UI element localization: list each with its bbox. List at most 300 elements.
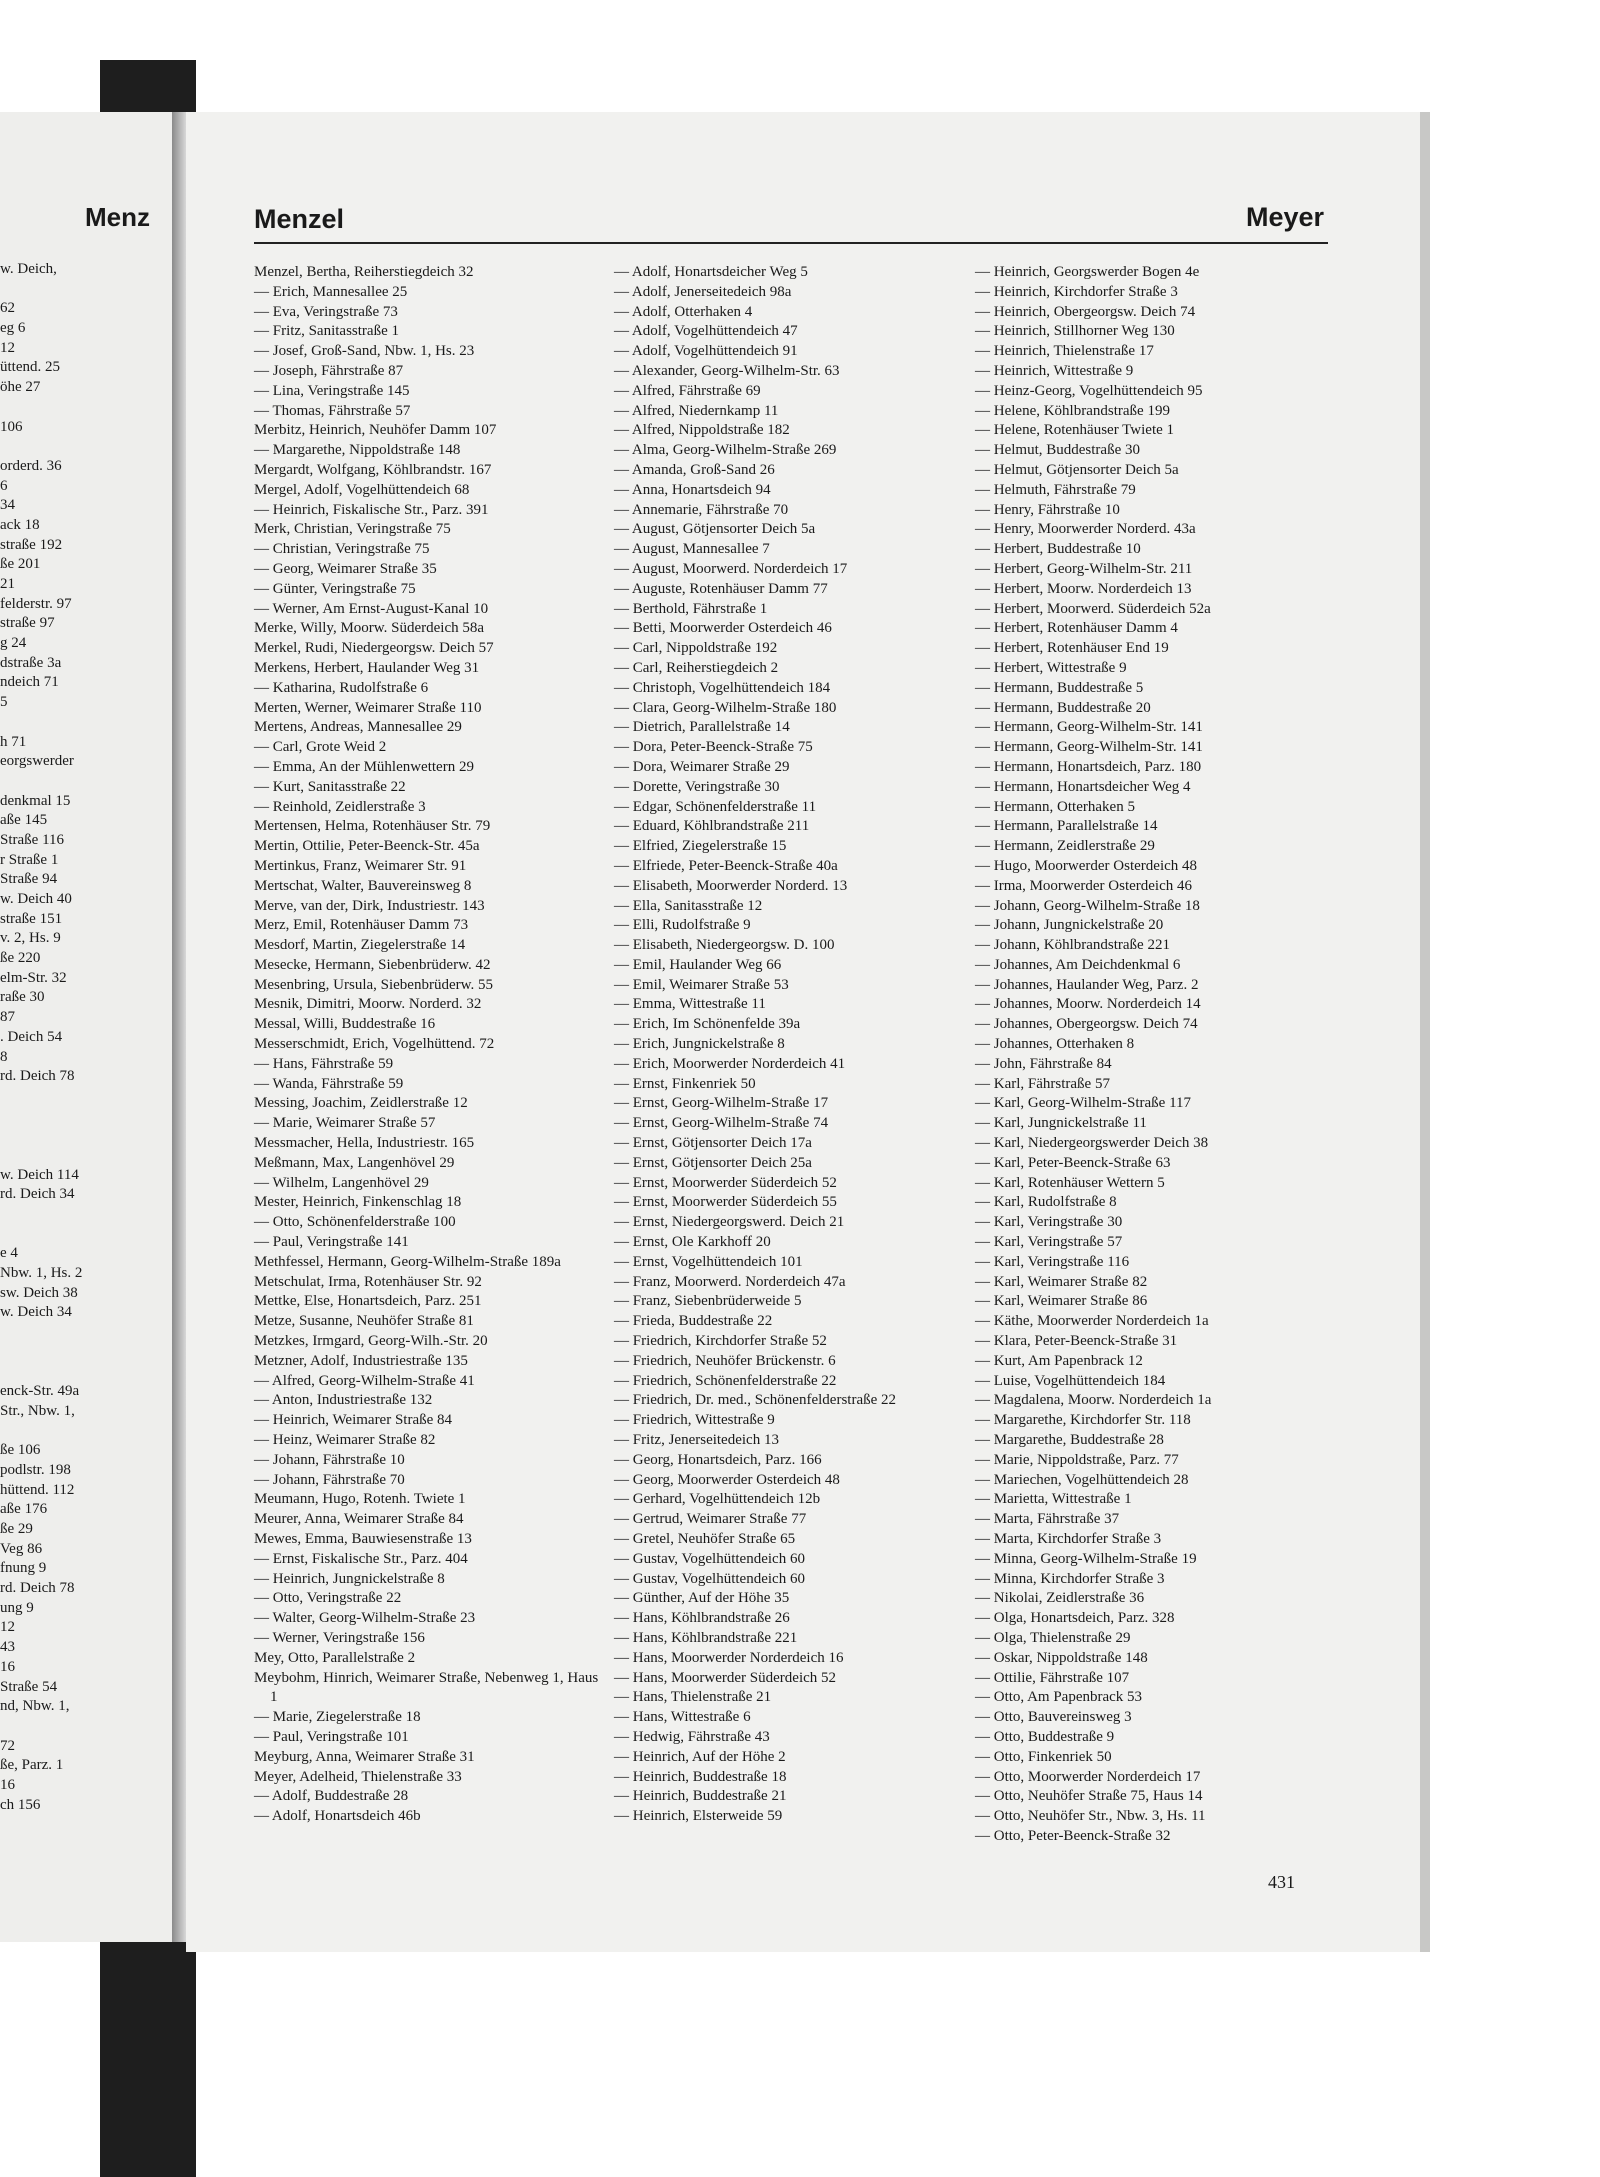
directory-entry: Mergel, Adolf, Vogelhüttendeich 68: [254, 481, 470, 498]
directory-entry: Messing, Joachim, Zeidlerstraße 12: [254, 1095, 468, 1112]
directory-entry: — Karl, Veringstraße 116: [975, 1253, 1130, 1270]
directory-entry: — Heinrich, Wittestraße 9: [975, 362, 1134, 379]
entry-column-3: [975, 263, 1320, 1847]
directory-entry: — Adolf, Vogelhüttendeich 47: [614, 323, 798, 340]
directory-entry: — Adolf, Honartsdeich 46b: [254, 1808, 421, 1825]
directory-entry: — Friedrich, Neuhöfer Brückenstr. 6: [614, 1352, 836, 1369]
directory-entry: — Henry, Moorwerder Norderd. 43a: [975, 521, 1196, 538]
directory-entry: Meurer, Anna, Weimarer Straße 84: [254, 1511, 464, 1528]
directory-entry: — Alfred, Nippoldstraße 182: [614, 422, 790, 439]
directory-entry: — Marta, Kirchdorfer Straße 3: [975, 1531, 1162, 1547]
directory-entry: — Friedrich, Schönenfelderstraße 22: [614, 1372, 837, 1389]
directory-entry: Meybohm, Hinrich, Weimarer Straße, Nebenweg 1, Haus 1: [254, 1669, 599, 1706]
book-spine-bottom: [100, 1935, 196, 2177]
directory-entry: — Elfriede, Peter-Beenck-Straße 40a: [614, 857, 838, 874]
directory-entry: — Hans, Fährstraße 59: [254, 1055, 394, 1072]
left-page-line: [0, 1126, 172, 1146]
directory-page: [186, 112, 1430, 1952]
directory-entry: Meßmann, Max, Langenhövel 29: [254, 1154, 455, 1171]
directory-entry: — Ernst, Georg-Wilhelm-Straße 74: [614, 1115, 829, 1132]
directory-entry: — Alma, Georg-Wilhelm-Straße 269: [614, 442, 837, 459]
left-page-line: [0, 1422, 172, 1442]
directory-entry: Merkens, Herbert, Haulander Weg 31: [254, 659, 480, 676]
directory-entry: — Lina, Veringstraße 145: [254, 382, 410, 399]
left-page-line: 8: [0, 1048, 8, 1065]
directory-entry: — Erich, Im Schönenfelde 39a: [614, 1016, 801, 1033]
directory-entry: — Erich, Mannesallee 25: [254, 283, 408, 300]
left-page-line: sw. Deich 38: [0, 1284, 78, 1301]
left-page-line: orderd. 36: [0, 457, 62, 474]
directory-entry: — Magdalena, Moorw. Norderdeich 1a: [975, 1392, 1212, 1409]
directory-entry: Mertens, Andreas, Mannesallee 29: [254, 719, 462, 736]
directory-entry: — Erich, Jungnickelstraße 8: [614, 1036, 785, 1053]
directory-entry: — Karl, Weimarer Straße 82: [975, 1273, 1148, 1290]
left-page-line: [0, 1146, 172, 1166]
left-page-line: ße, Parz. 1: [0, 1757, 64, 1774]
directory-entry: — Gretel, Neuhöfer Straße 65: [614, 1531, 796, 1547]
directory-entry: — Hedwig, Fährstraße 43: [614, 1728, 770, 1745]
entry-column-1: [254, 263, 599, 1827]
left-page-line: fnung 9: [0, 1560, 47, 1577]
directory-entry: Mey, Otto, Parallelstraße 2: [254, 1649, 416, 1666]
directory-entry: — Alfred, Niedernkamp 11: [614, 402, 779, 419]
directory-entry: — Johannes, Moorw. Norderdeich 14: [975, 996, 1201, 1013]
directory-entry: — Adolf, Jenerseitedeich 98a: [614, 283, 792, 300]
directory-entry: — Adolf, Vogelhüttendeich 91: [614, 343, 798, 360]
left-page-line: aße 145: [0, 812, 48, 829]
directory-entry: — Anna, Honartsdeich 94: [614, 481, 771, 498]
directory-entry: — John, Fährstraße 84: [975, 1055, 1112, 1072]
directory-entry: Mettke, Else, Honartsdeich, Parz. 251: [254, 1293, 482, 1310]
directory-entry: — Gerhard, Vogelhüttendeich 12b: [614, 1491, 821, 1508]
directory-entry: — Elli, Rudolfstraße 9: [614, 917, 751, 934]
directory-entry: — Emil, Haulander Weg 66: [614, 956, 782, 973]
directory-entry: — Marta, Fährstraße 37: [975, 1511, 1120, 1528]
left-page-line: ndeich 71: [0, 674, 59, 691]
left-page-line: 12: [0, 1619, 15, 1636]
left-page-line: 106: [0, 418, 23, 435]
directory-entry: — Kurt, Am Papenbrack 12: [975, 1352, 1143, 1369]
directory-entry: Merk, Christian, Veringstraße 75: [254, 521, 451, 538]
left-page-line: h 71: [0, 733, 27, 750]
directory-entry: — Heinrich, Georgswerder Bogen 4e: [975, 264, 1200, 280]
directory-entry: — Heinrich, Thielenstraße 17: [975, 343, 1154, 360]
directory-entry: — Otto, Neuhöfer Str., Nbw. 3, Hs. 11: [975, 1808, 1206, 1825]
left-page-line: rd. Deich 78: [0, 1068, 75, 1085]
directory-entry: — Hermann, Honartsdeicher Weg 4: [975, 778, 1191, 795]
directory-entry: — Friedrich, Dr. med., Schönenfelderstraße 22: [614, 1392, 897, 1409]
directory-entry: — Paul, Veringstraße 101: [254, 1728, 409, 1745]
directory-entry: — Clara, Georg-Wilhelm-Straße 180: [614, 699, 837, 716]
directory-entry: — Heinrich, Auf der Höhe 2: [614, 1748, 786, 1765]
left-page-line: [0, 280, 172, 300]
directory-entry: — Otto, Peter-Beenck-Straße 32: [975, 1827, 1171, 1844]
directory-entry: Meyburg, Anna, Weimarer Straße 31: [254, 1748, 475, 1765]
directory-entry: — Dora, Weimarer Straße 29: [614, 758, 790, 775]
left-page-line: podlstr. 198: [0, 1461, 71, 1478]
directory-entry: — Margarethe, Kirchdorfer Str. 118: [975, 1412, 1191, 1429]
directory-entry: — August, Götjensorter Deich 5a: [614, 521, 816, 538]
page-number: 431: [1268, 1872, 1295, 1892]
left-page-line: 5: [0, 694, 8, 711]
directory-entry: — August, Moorwerd. Norderdeich 17: [614, 560, 848, 577]
left-page-header: Menz: [85, 202, 150, 232]
directory-entry: — Mariechen, Vogelhüttendeich 28: [975, 1471, 1189, 1488]
left-page-fragment: [0, 112, 175, 1942]
directory-entry: — Ernst, Götjensorter Deich 25a: [614, 1154, 812, 1171]
left-page-line: nd, Nbw. 1,: [0, 1698, 70, 1715]
left-page-line: 87: [0, 1009, 15, 1026]
directory-entry: — Walter, Georg-Wilhelm-Straße 23: [254, 1610, 476, 1627]
directory-entry: — Helmut, Buddestraße 30: [975, 442, 1140, 459]
left-page-line: ße 29: [0, 1521, 33, 1537]
directory-entry: — Fritz, Sanitasstraße 1: [254, 323, 399, 340]
left-page-line: straße 192: [0, 536, 63, 553]
left-page-line: ße 220: [0, 950, 41, 967]
left-page-line: eg 6: [0, 320, 26, 337]
left-page-line: w. Deich 40: [0, 891, 72, 907]
left-page-line: 21: [0, 576, 15, 592]
directory-entry: — Herbert, Georg-Wilhelm-Str. 211: [975, 560, 1193, 577]
left-page-line: öhe 27: [0, 379, 41, 396]
directory-entry: — Herbert, Rotenhäuser Damm 4: [975, 620, 1178, 637]
directory-entry: Mesenbring, Ursula, Siebenbrüderw. 55: [254, 976, 493, 993]
directory-entry: Mertin, Ottilie, Peter-Beenck-Str. 45a: [254, 838, 480, 855]
directory-entry: — Adolf, Otterhaken 4: [614, 303, 753, 320]
directory-entry: Mergardt, Wolfgang, Köhlbrandstr. 167: [254, 461, 492, 478]
directory-entry: Messerschmidt, Erich, Vogelhüttend. 72: [254, 1036, 495, 1053]
left-page-line: hüttend. 112: [0, 1481, 75, 1498]
directory-entry: — Herbert, Rotenhäuser End 19: [975, 640, 1169, 657]
directory-entry: — Ernst, Ole Karkhoff 20: [614, 1234, 771, 1251]
directory-entry: — Johann, Jungnickelstraße 20: [975, 917, 1164, 934]
left-page-line: ße 106: [0, 1442, 41, 1459]
directory-entry: Mesecke, Hermann, Siebenbrüderw. 42: [254, 956, 491, 973]
directory-entry: — Otto, Neuhöfer Straße 75, Haus 14: [975, 1788, 1203, 1805]
directory-entry: — Elfried, Ziegelerstraße 15: [614, 838, 787, 855]
directory-entry: — Friedrich, Kirchdorfer Straße 52: [614, 1333, 827, 1350]
directory-entry: Merbitz, Heinrich, Neuhöfer Damm 107: [254, 422, 497, 439]
directory-entry: — Franz, Moorwerd. Norderdeich 47a: [614, 1273, 846, 1290]
left-page-line: [0, 1107, 172, 1127]
left-page-line: rd. Deich 78: [0, 1580, 75, 1597]
directory-entry: — Herbert, Moorw. Norderdeich 13: [975, 580, 1192, 597]
left-page-line: straße 151: [0, 910, 63, 927]
left-page-line: e 4: [0, 1245, 18, 1262]
left-page-line: üttend. 25: [0, 359, 60, 376]
directory-entry: — Carl, Nippoldstraße 192: [614, 640, 778, 657]
directory-entry: — Otto, Schönenfelderstraße 100: [254, 1214, 456, 1231]
directory-entry: — Georg, Weimarer Straße 35: [254, 560, 437, 577]
left-page-line: raße 30: [0, 989, 45, 1006]
directory-entry: — Heinrich, Weimarer Straße 84: [254, 1412, 453, 1429]
left-page-line: aße 176: [0, 1501, 48, 1518]
directory-entry: — Ernst, Finkenriek 50: [614, 1075, 756, 1092]
directory-entry: — Elisabeth, Moorwerder Norderd. 13: [614, 877, 848, 894]
directory-entry: — Karl, Peter-Beenck-Straße 63: [975, 1154, 1171, 1171]
directory-entry: — Dietrich, Parallelstraße 14: [614, 719, 790, 736]
left-page-line: [0, 1363, 172, 1383]
directory-entry: — Luise, Vogelhüttendeich 184: [975, 1372, 1166, 1389]
left-page-line: Veg 86: [0, 1540, 43, 1557]
directory-entry: — Hermann, Georg-Wilhelm-Str. 141: [975, 719, 1203, 736]
book-gutter: [172, 112, 186, 1942]
left-page-line: ack 18: [0, 516, 40, 533]
directory-entry: Merten, Werner, Weimarer Straße 110: [254, 699, 482, 716]
left-page-line: v. 2, Hs. 9: [0, 930, 61, 947]
directory-entry: — Eva, Veringstraße 73: [254, 303, 398, 320]
left-page-line: elm-Str. 32: [0, 969, 67, 986]
directory-entry: — Marietta, Wittestraße 1: [975, 1491, 1132, 1508]
directory-entry: — Alexander, Georg-Wilhelm-Str. 63: [614, 362, 840, 379]
directory-entry: — Minna, Kirchdorfer Straße 3: [975, 1570, 1165, 1587]
left-page-line: w. Deich 114: [0, 1166, 79, 1183]
directory-entry: Mertensen, Helma, Rotenhäuser Str. 79: [254, 818, 491, 835]
directory-entry: — Friedrich, Wittestraße 9: [614, 1412, 775, 1429]
directory-entry: — Marie, Nippoldstraße, Parz. 77: [975, 1451, 1179, 1468]
directory-entry: — Günter, Veringstraße 75: [254, 580, 416, 597]
directory-entry: — Gustav, Vogelhüttendeich 60: [614, 1550, 805, 1567]
directory-entry: Metzkes, Irmgard, Georg-Wilh.-Str. 20: [254, 1333, 488, 1350]
directory-entry: — Hermann, Zeidlerstraße 29: [975, 838, 1155, 855]
directory-entry: — Hermann, Buddestraße 20: [975, 699, 1151, 716]
directory-entry: — Hans, Moorwerder Süderdeich 52: [614, 1669, 837, 1686]
left-page-line: straße 97: [0, 615, 55, 632]
directory-entry: — Marie, Weimarer Straße 57: [254, 1115, 436, 1132]
left-page-line: [0, 1323, 172, 1343]
directory-entry: — Paul, Veringstraße 141: [254, 1234, 409, 1251]
directory-entry: — Käthe, Moorwerder Norderdeich 1a: [975, 1313, 1209, 1330]
left-page-lines: [0, 260, 172, 1815]
left-page-line: [0, 437, 172, 457]
directory-entry: Methfessel, Hermann, Georg-Wilhelm-Straße 189a: [254, 1253, 561, 1270]
directory-entry: — Ernst, Moorwerder Süderdeich 52: [614, 1174, 837, 1191]
directory-entry: — Karl, Rudolfstraße 8: [975, 1194, 1117, 1211]
directory-entry: — Margarethe, Nippoldstraße 148: [254, 442, 461, 459]
directory-entry: — Johannes, Am Deichdenkmal 6: [975, 956, 1181, 973]
directory-entry: — Hermann, Parallelstraße 14: [975, 818, 1158, 835]
directory-entry: — Ernst, Moorwerder Süderdeich 55: [614, 1194, 837, 1211]
directory-entry: — Amanda, Groß-Sand 26: [614, 461, 775, 478]
directory-entry: — Hermann, Buddestraße 5: [975, 679, 1144, 696]
left-page-line: ße 201: [0, 556, 41, 573]
directory-entry: Mewes, Emma, Bauwiesenstraße 13: [254, 1531, 472, 1547]
left-page-line: Straße 94: [0, 871, 58, 888]
left-page-line: Straße 116: [0, 831, 65, 848]
directory-entry: — Edgar, Schönenfelderstraße 11: [614, 798, 817, 815]
left-page-line: w. Deich 34: [0, 1304, 72, 1321]
directory-entry: — Ottilie, Fährstraße 107: [975, 1669, 1130, 1686]
directory-entry: Merve, van der, Dirk, Industriestr. 143: [254, 897, 485, 914]
directory-entry: — Hermann, Georg-Wilhelm-Str. 141: [975, 739, 1203, 756]
directory-entry: — Otto, Veringstraße 22: [254, 1590, 402, 1607]
directory-entry: — Otto, Moorwerder Norderdeich 17: [975, 1768, 1201, 1785]
directory-entry: — August, Mannesallee 7: [614, 541, 770, 558]
left-page-line: felderstr. 97: [0, 595, 72, 612]
left-page-line: ch 156: [0, 1796, 41, 1813]
directory-entry: — Erich, Moorwerder Norderdeich 41: [614, 1055, 846, 1072]
directory-entry: — Heinrich, Buddestraße 21: [614, 1788, 787, 1805]
directory-entry: — Wilhelm, Langenhövel 29: [254, 1174, 429, 1191]
directory-entry: — Kurt, Sanitasstraße 22: [254, 778, 406, 795]
header-first-name: Menzel: [254, 204, 345, 234]
directory-entry: — Anton, Industriestraße 132: [254, 1392, 433, 1409]
directory-entry: Mester, Heinrich, Finkenschlag 18: [254, 1194, 462, 1211]
left-page-line: ung 9: [0, 1599, 34, 1616]
directory-entry: — Heinz-Georg, Vogelhüttendeich 95: [975, 382, 1203, 399]
directory-entry: — Heinrich, Stillhorner Weg 130: [975, 323, 1175, 340]
directory-entry: Metzner, Adolf, Industriestraße 135: [254, 1352, 468, 1369]
directory-entry: — Fritz, Jenerseitedeich 13: [614, 1432, 779, 1449]
left-page-line: 34: [0, 497, 15, 514]
directory-entry: — Gertrud, Weimarer Straße 77: [614, 1511, 807, 1528]
directory-entry: — Hans, Moorwerder Norderdeich 16: [614, 1649, 844, 1666]
directory-entry: — Karl, Fährstraße 57: [975, 1075, 1110, 1092]
directory-entry: — Irma, Moorwerder Osterdeich 46: [975, 877, 1193, 894]
directory-entry: — Christian, Veringstraße 75: [254, 541, 430, 558]
directory-entry: — Elisabeth, Niedergeorgsw. D. 100: [614, 937, 835, 954]
directory-entry: Mertschat, Walter, Bauvereinsweg 8: [254, 877, 472, 894]
directory-entry: — Wanda, Fährstraße 59: [254, 1075, 404, 1092]
entry-column-2: [614, 263, 959, 1827]
directory-entry: Meumann, Hugo, Rotenh. Twiete 1: [254, 1491, 466, 1508]
directory-entry: — Johann, Fährstraße 10: [254, 1451, 405, 1468]
directory-entry: — Eduard, Köhlbrandstraße 211: [614, 818, 810, 835]
left-page-line: enck-Str. 49a: [0, 1383, 80, 1400]
directory-entry: — Ella, Sanitasstraße 12: [614, 897, 763, 914]
left-page-line: [0, 398, 172, 418]
left-page-line: 16: [0, 1776, 15, 1793]
directory-entry: — Karl, Jungnickelstraße 11: [975, 1115, 1147, 1132]
directory-entry: — Josef, Groß-Sand, Nbw. 1, Hs. 23: [254, 343, 475, 360]
left-page-line: 6: [0, 477, 8, 494]
directory-entry: Mertinkus, Franz, Weimarer Str. 91: [254, 857, 467, 874]
directory-entry: — Herbert, Moorwerd. Süderdeich 52a: [975, 600, 1211, 617]
left-page-line: Str., Nbw. 1,: [0, 1402, 75, 1419]
directory-entry: — Betti, Moorwerder Osterdeich 46: [614, 620, 832, 637]
directory-entry: — Heinrich, Buddestraße 18: [614, 1768, 787, 1785]
directory-entry: — Werner, Am Ernst-August-Kanal 10: [254, 600, 489, 617]
left-page-line: Straße 54: [0, 1678, 58, 1695]
directory-entry: Meyer, Adelheid, Thielenstraße 33: [254, 1768, 462, 1785]
directory-entry: — Joseph, Fährstraße 87: [254, 362, 404, 379]
directory-entry: — Karl, Veringstraße 57: [975, 1234, 1123, 1251]
directory-entry: — Alfred, Fährstraße 69: [614, 382, 761, 399]
header-rule: [254, 242, 1328, 244]
directory-entry: — Ernst, Götjensorter Deich 17a: [614, 1135, 812, 1152]
directory-entry: Messmacher, Hella, Industriestr. 165: [254, 1135, 475, 1152]
left-page-line: [0, 772, 172, 792]
directory-entry: — Thomas, Fährstraße 57: [254, 402, 411, 419]
left-page-line: [0, 713, 172, 733]
left-page-line: 43: [0, 1639, 15, 1656]
header-last-name: Meyer: [1245, 202, 1324, 232]
directory-entry: — Dorette, Veringstraße 30: [614, 778, 780, 795]
directory-entry: — Karl, Veringstraße 30: [975, 1214, 1123, 1231]
directory-entry: — Heinrich, Elsterweide 59: [614, 1808, 783, 1825]
directory-entry: Mesnik, Dimitri, Moorw. Norderd. 32: [254, 996, 482, 1013]
directory-entry: — Ernst, Georg-Wilhelm-Straße 17: [614, 1095, 829, 1112]
directory-entry: — Karl, Georg-Wilhelm-Straße 117: [975, 1095, 1192, 1112]
directory-entry: — Hans, Köhlbrandstraße 221: [614, 1629, 798, 1646]
directory-entry: — Dora, Peter-Beenck-Straße 75: [614, 739, 813, 756]
directory-entry: Menzel, Bertha, Reiherstiegdeich 32: [254, 264, 474, 280]
directory-entry: — Franz, Siebenbrüderweide 5: [614, 1293, 802, 1310]
directory-entry: — Carl, Reiherstiegdeich 2: [614, 659, 779, 676]
directory-entry: — Karl, Niedergeorgswerder Deich 38: [975, 1135, 1209, 1152]
left-page-line: [0, 1087, 172, 1107]
directory-entry: Mesdorf, Martin, Ziegelerstraße 14: [254, 937, 466, 954]
directory-entry: — Henry, Fährstraße 10: [975, 501, 1120, 518]
left-page-line: . Deich 54: [0, 1028, 63, 1045]
directory-entry: — Hans, Thielenstraße 21: [614, 1689, 772, 1706]
directory-entry: — Heinz, Weimarer Straße 82: [254, 1432, 436, 1449]
directory-entry: — Olga, Thielenstraße 29: [975, 1629, 1131, 1646]
directory-entry: — Johann, Georg-Wilhelm-Straße 18: [975, 897, 1200, 914]
directory-entry: — Ernst, Niedergeorgswerd. Deich 21: [614, 1214, 845, 1231]
directory-entry: — Heinrich, Fiskalische Str., Parz. 391: [254, 501, 489, 518]
directory-entry: — Werner, Veringstraße 156: [254, 1629, 425, 1646]
directory-entry: — Nikolai, Zeidlerstraße 36: [975, 1590, 1145, 1607]
directory-entry: — Hans, Wittestraße 6: [614, 1709, 751, 1726]
left-page-line: rd. Deich 34: [0, 1186, 75, 1203]
left-page-line: r Straße 1: [0, 851, 59, 868]
directory-entry: — Minna, Georg-Wilhelm-Straße 19: [975, 1550, 1197, 1567]
directory-entry: — Annemarie, Fährstraße 70: [614, 501, 789, 518]
directory-entry: — Berthold, Fährstraße 1: [614, 600, 768, 617]
directory-entry: — Johannes, Obergeorgsw. Deich 74: [975, 1016, 1198, 1033]
directory-entry: — Herbert, Wittestraße 9: [975, 659, 1127, 676]
directory-entry: — Otto, Buddestraße 9: [975, 1728, 1115, 1745]
directory-entry: — Herbert, Buddestraße 10: [975, 541, 1141, 558]
directory-entry: — Heinrich, Obergeorgsw. Deich 74: [975, 303, 1196, 320]
directory-entry: — Reinhold, Zeidlerstraße 3: [254, 798, 426, 815]
directory-entry: — Olga, Honartsdeich, Parz. 328: [975, 1610, 1175, 1627]
directory-entry: Metschulat, Irma, Rotenhäuser Str. 92: [254, 1273, 482, 1290]
left-page-line: dstraße 3a: [0, 654, 62, 671]
left-page-line: eorgswerder: [0, 753, 74, 770]
directory-entry: — Hermann, Otterhaken 5: [975, 798, 1135, 815]
directory-entry: — Otto, Bauvereinsweg 3: [975, 1709, 1132, 1726]
left-page-line: [0, 1205, 172, 1225]
left-page-line: Nbw. 1, Hs. 2: [0, 1265, 83, 1282]
directory-entry: — Klara, Peter-Beenck-Straße 31: [975, 1333, 1178, 1350]
directory-entry: Merz, Emil, Rotenhäuser Damm 73: [254, 917, 469, 934]
directory-entry: — Johannes, Otterhaken 8: [975, 1036, 1135, 1053]
left-page-line: g 24: [0, 635, 27, 652]
left-page-line: 62: [0, 300, 15, 317]
directory-entry: — Georg, Honartsdeich, Parz. 166: [614, 1451, 822, 1468]
directory-entry: — Hugo, Moorwerder Osterdeich 48: [975, 857, 1198, 874]
left-page-line: denkmal 15: [0, 792, 71, 809]
directory-entry: — Emma, Wittestraße 11: [614, 996, 766, 1013]
directory-entry: — Adolf, Buddestraße 28: [254, 1788, 409, 1805]
left-page-line: [0, 1343, 172, 1363]
left-page-line: w. Deich,: [0, 261, 57, 277]
directory-entry: — Emil, Weimarer Straße 53: [614, 976, 789, 993]
directory-entry: — Helmuth, Fährstraße 79: [975, 481, 1136, 498]
directory-entry: — Hans, Köhlbrandstraße 26: [614, 1610, 790, 1627]
directory-entry: — Carl, Grote Weid 2: [254, 739, 387, 756]
directory-entry: — Christoph, Vogelhüttendeich 184: [614, 679, 831, 696]
directory-entry: — Alfred, Georg-Wilhelm-Straße 41: [254, 1372, 475, 1389]
left-page-line: [0, 1717, 172, 1737]
directory-entry: — Helene, Rotenhäuser Twiete 1: [975, 422, 1175, 439]
directory-entry: — Karl, Rotenhäuser Wettern 5: [975, 1174, 1165, 1191]
directory-entry: — Hermann, Honartsdeich, Parz. 180: [975, 758, 1202, 775]
directory-entry: — Heinrich, Jungnickelstraße 8: [254, 1570, 445, 1587]
directory-entry: — Ernst, Fiskalische Str., Parz. 404: [254, 1550, 468, 1567]
